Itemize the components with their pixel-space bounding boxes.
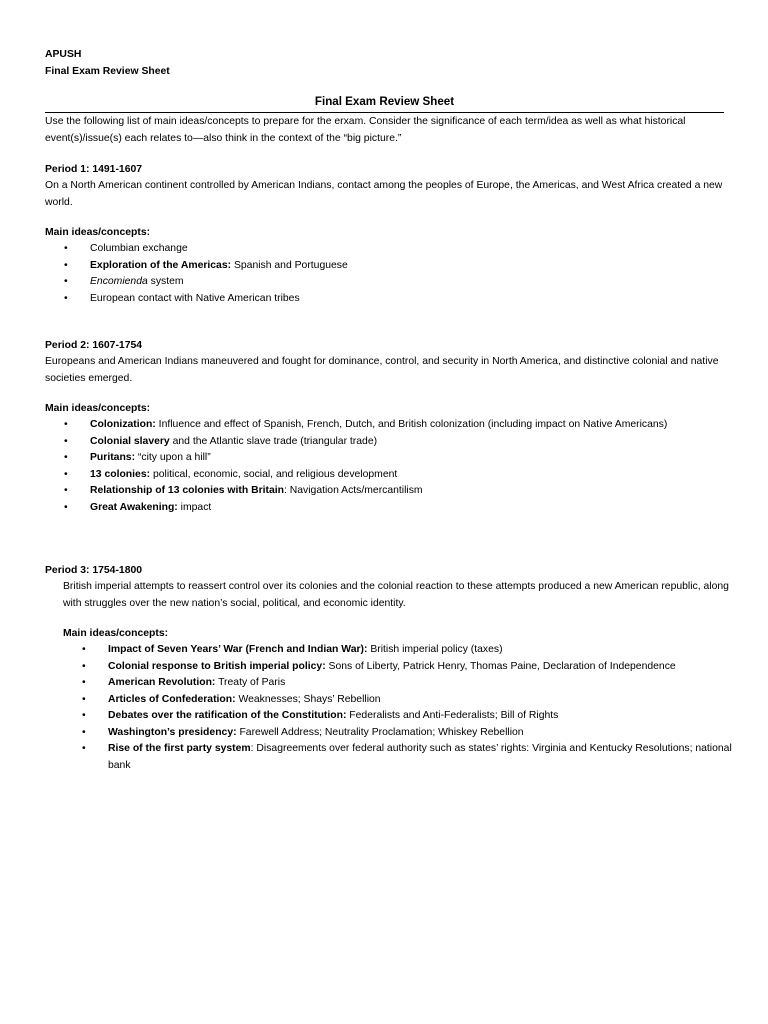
item-text: Sons of Liberty, Patrick Henry, Thomas Paine, Declaration of Independence — [325, 660, 676, 672]
list-item — [45, 274, 735, 291]
period-2-summary: Europeans and American Indians maneuvered and fought for dominance, control, and security in North America, and distinctive colonial and native societies emerged. — [45, 356, 719, 384]
item-text: Spanish and Portuguese — [231, 259, 348, 271]
period-3-heading: Period 3: 1754-1800 — [45, 565, 143, 576]
list-item — [63, 692, 735, 709]
period-2-heading: Period 2: 1607-1754 — [45, 340, 143, 351]
item-term: Great Awakening: — [90, 501, 178, 513]
header-subtitle: Final Exam Review Sheet — [45, 66, 170, 77]
period-2-main-ideas-label: Main ideas/concepts: — [45, 403, 151, 414]
item-term: Relationship of 13 colonies with Britain — [90, 485, 284, 496]
page-title: Final Exam Review Sheet — [314, 95, 455, 108]
item-text: impact — [177, 501, 212, 513]
list-item — [45, 241, 735, 258]
list-item — [45, 434, 735, 451]
intro-paragraph: Use the following list of main ideas/concepts to prepare for the erxam. Consider the significance of each term/idea as well as what historical event(s)/issue(s) each relates to—also think in the context of the “big picture.” — [45, 116, 686, 144]
course-name: APUSH — [45, 49, 82, 60]
item-text: British imperial policy (taxes) — [367, 644, 503, 655]
item-term: Colonial slavery — [90, 435, 170, 447]
bullet-list — [45, 241, 735, 307]
list-item — [45, 417, 735, 434]
list-item — [45, 483, 735, 500]
period-1-main-ideas-label: Main ideas/concepts: — [45, 227, 151, 238]
item-text: and the Atlantic slave trade (triangular trade) — [169, 435, 378, 447]
list-item — [63, 725, 735, 742]
item-term: Exploration of the Americas: — [90, 259, 232, 271]
item-text: “city upon a hill” — [135, 452, 211, 463]
item-text: Columbian exchange — [90, 243, 188, 254]
item-term: Articles of Confederation: — [108, 693, 236, 705]
item-text: Farewell Address; Neutrality Proclamation; Whiskey Rebellion — [236, 726, 524, 738]
bullet-list — [63, 642, 735, 774]
period-3-list — [63, 642, 735, 774]
list-item — [63, 741, 735, 774]
item-term: Rise of the first party system — [108, 743, 251, 754]
document-header — [45, 46, 170, 80]
list-item — [45, 258, 735, 275]
item-term: Colonial response to British imperial policy: — [108, 660, 326, 672]
period-1-list — [45, 241, 735, 307]
item-term: 13 colonies: — [90, 468, 151, 480]
item-text: system — [147, 276, 184, 287]
list-item — [45, 291, 735, 308]
period-2-list — [45, 417, 735, 516]
list-item — [63, 708, 735, 725]
list-item — [45, 467, 735, 484]
item-text: : Navigation Acts/mercantilism — [283, 485, 423, 496]
item-term: Washington’s presidency: — [108, 726, 237, 738]
item-text: Weaknesses; Shays’ Rebellion — [235, 693, 381, 705]
period-1-summary: On a North American continent controlled by American Indians, contact among the peoples of Europe, the Americas, and West Africa created a new world. — [45, 180, 723, 208]
period-3-main-ideas-label: Main ideas/concepts: — [63, 628, 169, 639]
period-1-heading: Period 1: 1491-1607 — [45, 164, 143, 175]
list-item — [63, 659, 735, 676]
item-text: Treaty of Paris — [215, 677, 286, 688]
period-3-summary: British imperial attempts to reassert control over its colonies and the colonial reaction to these attempts produced a new American republic, along with struggles over the new nation’s social, political, and economic identity. — [63, 581, 729, 609]
list-item — [45, 500, 735, 517]
item-term: Puritans: — [90, 452, 136, 463]
item-text: political, economic, social, and religious development — [150, 468, 398, 480]
item-term: Colonization: — [90, 419, 156, 430]
item-text: Federalists and Anti-Federalists; Bill of Rights — [346, 710, 559, 721]
item-text: : Disagreements over federal authority such as states’ rights: Virginia and Kentucky Resolutions; national bank — [108, 743, 732, 771]
item-text: European contact with Native American tribes — [90, 292, 300, 304]
list-item — [63, 642, 735, 659]
list-item — [45, 450, 735, 467]
item-text: Influence and effect of Spanish, French, Dutch, and British colonization (including impact on Native Americans) — [155, 419, 668, 430]
item-term: American Revolution: — [108, 677, 216, 688]
list-item — [63, 675, 735, 692]
item-term-italic: Encomienda — [90, 276, 148, 287]
item-term: Impact of Seven Years’ War (French and Indian War): — [108, 644, 368, 655]
item-term: Debates over the ratification of the Constitution: — [108, 710, 347, 721]
bullet-list — [45, 417, 735, 516]
title-rule — [45, 93, 724, 113]
